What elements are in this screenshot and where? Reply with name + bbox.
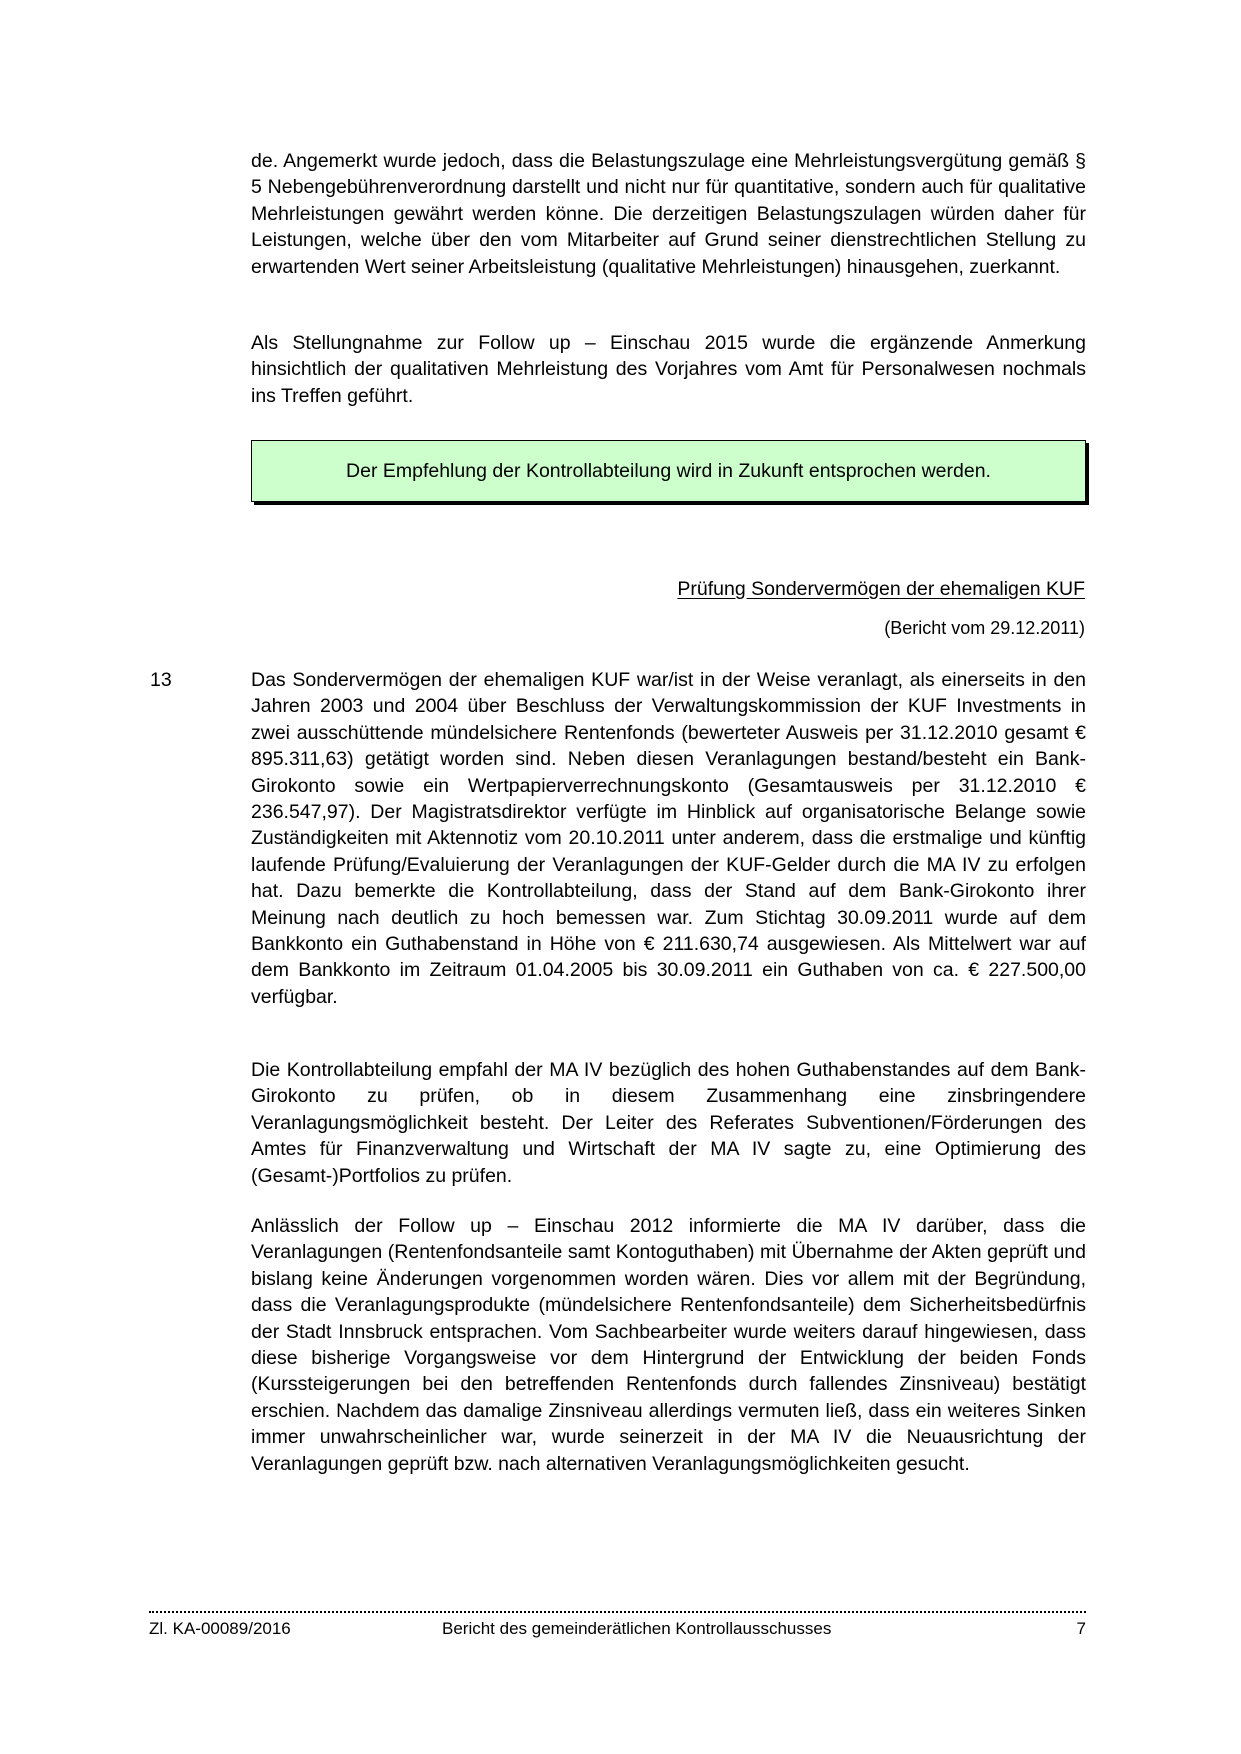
body-paragraph: Die Kontrollabteilung empfahl der MA IV bezüglich des hohen Guthabenstandes auf dem Bank-Girokonto zu prüfen, ob in diesem Zusammenhang eine zinsbringendere Veranlagungsmöglichkeit besteht. Der Leiter des Referates Subventionen/Förderungen des Amtes für Finanzverwaltung und Wirtschaft der MA IV sagte zu, eine Optimierung des (Gesamt-)Portfolios zu prüfen. xyxy=(251,1059,1086,1187)
body-paragraph: Das Sondervermögen der ehemaligen KUF war/ist in der Weise veranlagt, als einerseits in den Jahren 2003 und 2004 über Beschluss der Verwaltungskommission der KUF Investments in zwei ausschüttende mündelsichere Rentenfonds (bewerteter Ausweis per 31.12.2010 gesamt € 895.311,63) getätigt worden sind. Neben diesen Veranlagungen bestand/besteht ein Bank-Girokonto sowie ein Wertpapierverrechnungskonto (Gesamtausweis per 31.12.2010 € 236.547,97). Der Magistratsdirektor verfügte im Hinblick auf organisatorische Belange sowie Zuständigkeiten mit Aktennotiz vom 20.10.2011 unter anderem, dass die erstmalige und künftig laufende Prüfung/Evaluierung der Veranlagungen der KUF-Gelder durch die MA IV zu erfolgen hat. Dazu bemerkte die Kontrollabteilung, dass der Stand auf dem Bank-Girokonto ihrer Meinung nach deutlich zu hoch bemessen war. Zum Stichtag 30.09.2011 wurde auf dem Bankkonto ein Guthabenstand in Höhe von € 211.630,74 ausgewiesen. Als Mittelwert war auf dem Bankkonto im Zeitraum 01.04.2005 bis 30.09.2011 ein Guthaben von ca. € 227.500,00 verfügbar. xyxy=(251,669,1086,1008)
page-footer xyxy=(149,1618,1086,1640)
callout-text: Der Empfehlung der Kontrollabteilung wird in Zukunft entsprochen werden. xyxy=(346,459,991,482)
section-title: Prüfung Sondervermögen der ehemaligen KUF xyxy=(677,578,1085,600)
footer-divider xyxy=(149,1611,1086,1613)
item-number: 13 xyxy=(150,669,172,691)
body-paragraph: de. Angemerkt wurde jedoch, dass die Belastungszulage eine Mehrleistungsvergütung gemäß § 5 Nebengebührenverordnung darstellt und nicht nur für quantitative, sondern auch für qualitative Mehrleistungen gewährt werden könne. Die derzeitigen Belastungszulagen würden daher für Leistungen, welche über den vom Mitarbeiter auf Grund seiner dienstrechtlichen Stellung zu erwartenden Wert seiner Arbeitsleistung (qualitative Mehrleistungen) hinausgehen, zuerkannt. xyxy=(251,150,1086,278)
recommendation-callout xyxy=(251,440,1086,502)
body-paragraph: Anlässlich der Follow up – Einschau 2012 informierte die MA IV darüber, dass die Veranlagungen (Rentenfondsanteile samt Kontoguthaben) mit Übernahme der Akten geprüft und bislang keine Änderungen vorgenommen worden wären. Dies vor allem mit der Begründung, dass die Veranlagungsprodukte (mündelsichere Rentenfondsanteile) dem Sicherheitsbedürfnis der Stadt Innsbruck entsprachen. Vom Sachbearbeiter wurde weiters darauf hingewiesen, dass diese bisherige Vorgangsweise vor dem Hintergrund der Entwicklung der beiden Fonds (Kurssteigerungen bei den betreffenden Rentenfonds durch fallendes Zinsniveau) bestätigt erschien. Nachdem das damalige Zinsniveau allerdings vermuten ließ, dass ein weiteres Sinken immer unwahrscheinlicher war, wurde seinerzeit in der MA IV die Neuausrichtung der Veranlagungen geprüft bzw. nach alternativen Veranlagungsmöglichkeiten gesucht. xyxy=(251,1215,1086,1475)
section-date: (Bericht vom 29.12.2011) xyxy=(884,618,1085,638)
page-number: 7 xyxy=(1076,1619,1086,1638)
footer-title: Bericht des gemeinderätlichen Kontrollausschusses xyxy=(442,1619,832,1638)
footer-doc-number: Zl. KA-00089/2016 xyxy=(149,1619,291,1638)
body-paragraph: Als Stellungnahme zur Follow up – Einschau 2015 wurde die ergänzende Anmerkung hinsichtlich der qualitativen Mehrleistung des Vorjahres vom Amt für Personalwesen nochmals ins Treffen geführt. xyxy=(251,332,1086,407)
